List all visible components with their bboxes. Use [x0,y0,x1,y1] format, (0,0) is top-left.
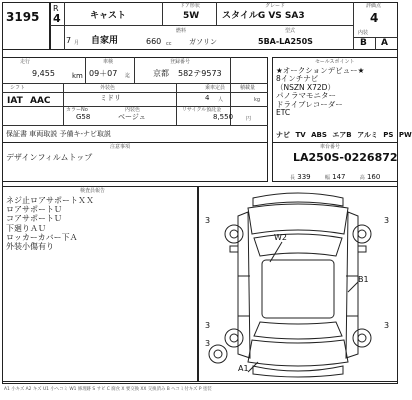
sales-item: ETC [276,108,291,118]
equipment-item: PW [398,131,412,139]
width-label: 幅 [324,175,330,181]
plate-number: 582テ9573 [178,69,222,78]
equipment-item: ABS [311,131,327,139]
era-letter: R [53,4,59,13]
divider [162,2,163,25]
load-label: 積載量 [240,85,256,91]
damage-code-a1: A1 [238,364,249,373]
mileage-label: 走行 [20,59,31,65]
doors-label: ドア形状 [180,3,200,9]
notes-box [2,142,268,182]
width: 147 [332,173,346,181]
tire-front-right: 3 [384,216,390,225]
length: 339 [297,173,311,181]
divider [375,37,376,50]
capacity-label: 乗車定員 [205,85,226,91]
damage-code-b1: B1 [358,275,369,284]
color-no: G58 [76,113,91,121]
equipment-item: PS [383,131,394,139]
model-code-label: 型式 [285,28,296,34]
notes-text: デザインフィルムトップ [6,153,93,162]
divider [2,92,268,93]
doors: 5W [183,11,200,21]
legend: A1 小キズ A2 キズ U1 小ヘコミ W1 修理跡 S サビ C 腐食 X 要交換 XX 交換済み B ヘコミ付キズ P 塗装 [4,387,212,392]
ac: AAC [30,96,51,106]
grade: スタイルG VS SA3 [222,11,305,21]
sales-item: ドライブレコーダー [276,99,343,109]
color-no-label: カラーNo [66,107,88,113]
equipment-row [276,130,412,140]
inspector-item: 下廻りＡＵ [6,223,46,233]
divider [176,83,177,125]
dimensions [290,173,380,181]
equipment-item: アルミ [357,131,378,139]
damage-code-w2: W2 [274,233,287,242]
recycle: 8,550 [213,113,234,121]
year: 4 [53,12,61,25]
divider [50,25,353,26]
usage: 自家用 [91,36,119,46]
fuel: ガソリン [189,38,217,46]
maker: キャスト [90,11,127,21]
lot-number: 3195 [6,10,40,24]
interior-color-label: 内装色 [125,107,141,113]
inspector-item: ネジ止ロアサポートＸＸ [6,196,94,205]
trans: IAT [7,96,23,106]
model-code: 5BA-LA250S [258,37,313,46]
inspector-item: ロアサポートＵ [6,205,62,215]
color: ミドリ [100,94,121,102]
displacement: 660 [146,37,162,46]
divider [353,2,354,50]
exterior-grade: A [381,38,388,48]
inspection-label: 車検 [103,59,114,65]
tire-rear-left: 3 [205,321,211,330]
score-label: 評価点 [366,3,382,9]
chassis-label: 車台番号 [320,144,341,150]
month-unit: 月 [74,40,80,46]
divider [85,57,86,83]
equipment-item: エアB [332,131,352,139]
inspector-list [6,196,94,251]
sales-list [276,67,364,117]
divider [2,125,268,126]
inspection-unit: 迄 [125,73,131,79]
sales-item: ★オークションデビュー★ [276,66,365,75]
length-label: 長 [290,175,296,181]
plate-region: 京都 [153,69,169,78]
fuel-label: 燃料 [176,28,187,34]
inspection: 09＋07 [89,69,118,78]
certificate: 保証書 車両取説 予備キ-ナビ取説 [6,130,111,138]
tire-front-left: 3 [205,216,211,225]
notes-label: 注意事項 [110,144,131,150]
load-unit: kg [254,97,261,103]
inspector-label: 検査員報告 [80,188,106,194]
inspector-item: ロッカーカバー下Ａ [6,232,78,242]
mileage: 9,455 [32,69,55,78]
color-label: 外装色 [100,85,116,91]
recycle-unit: 円 [246,116,252,122]
height: 160 [366,173,381,181]
interior-color: ベージュ [118,113,146,121]
trans-label: シフト [10,85,26,91]
plate-label: 登録番号 [170,59,191,65]
tire-spare: 3 [205,339,211,348]
score: 4 [370,11,379,25]
divider [2,83,268,84]
capacity: 4 [205,94,210,102]
inspector-item: コアサポートＵ [6,214,62,224]
capacity-unit: 人 [218,97,224,103]
equipment-item: ナビ [276,131,290,139]
inspector-item: 外装小傷有り [6,242,54,252]
sales-item: 8インチナビ [276,74,319,84]
tire-rear-right: 3 [384,321,390,330]
divider [216,2,217,25]
interior-label: 内装 [358,30,369,36]
sales-item: （NSZN X72D） [276,82,335,92]
height-label: 高 [359,175,365,181]
mileage-unit: km [72,72,83,80]
chassis-number: LA250S-0226872 [293,151,398,164]
sales-label: セールスポイント [315,59,355,65]
interior-grade: B [360,38,367,48]
divider [64,2,65,50]
divider [134,57,135,83]
grade-label: グレード [265,3,286,9]
recycle-label: リサイクル預託金 [182,107,222,113]
displacement-unit: cc [166,41,172,47]
equipment-item: TV [295,131,306,139]
sales-item: パノラマモニター [276,91,336,101]
month: 7 [66,36,72,45]
car-diagram [198,186,398,382]
divider [63,83,64,125]
